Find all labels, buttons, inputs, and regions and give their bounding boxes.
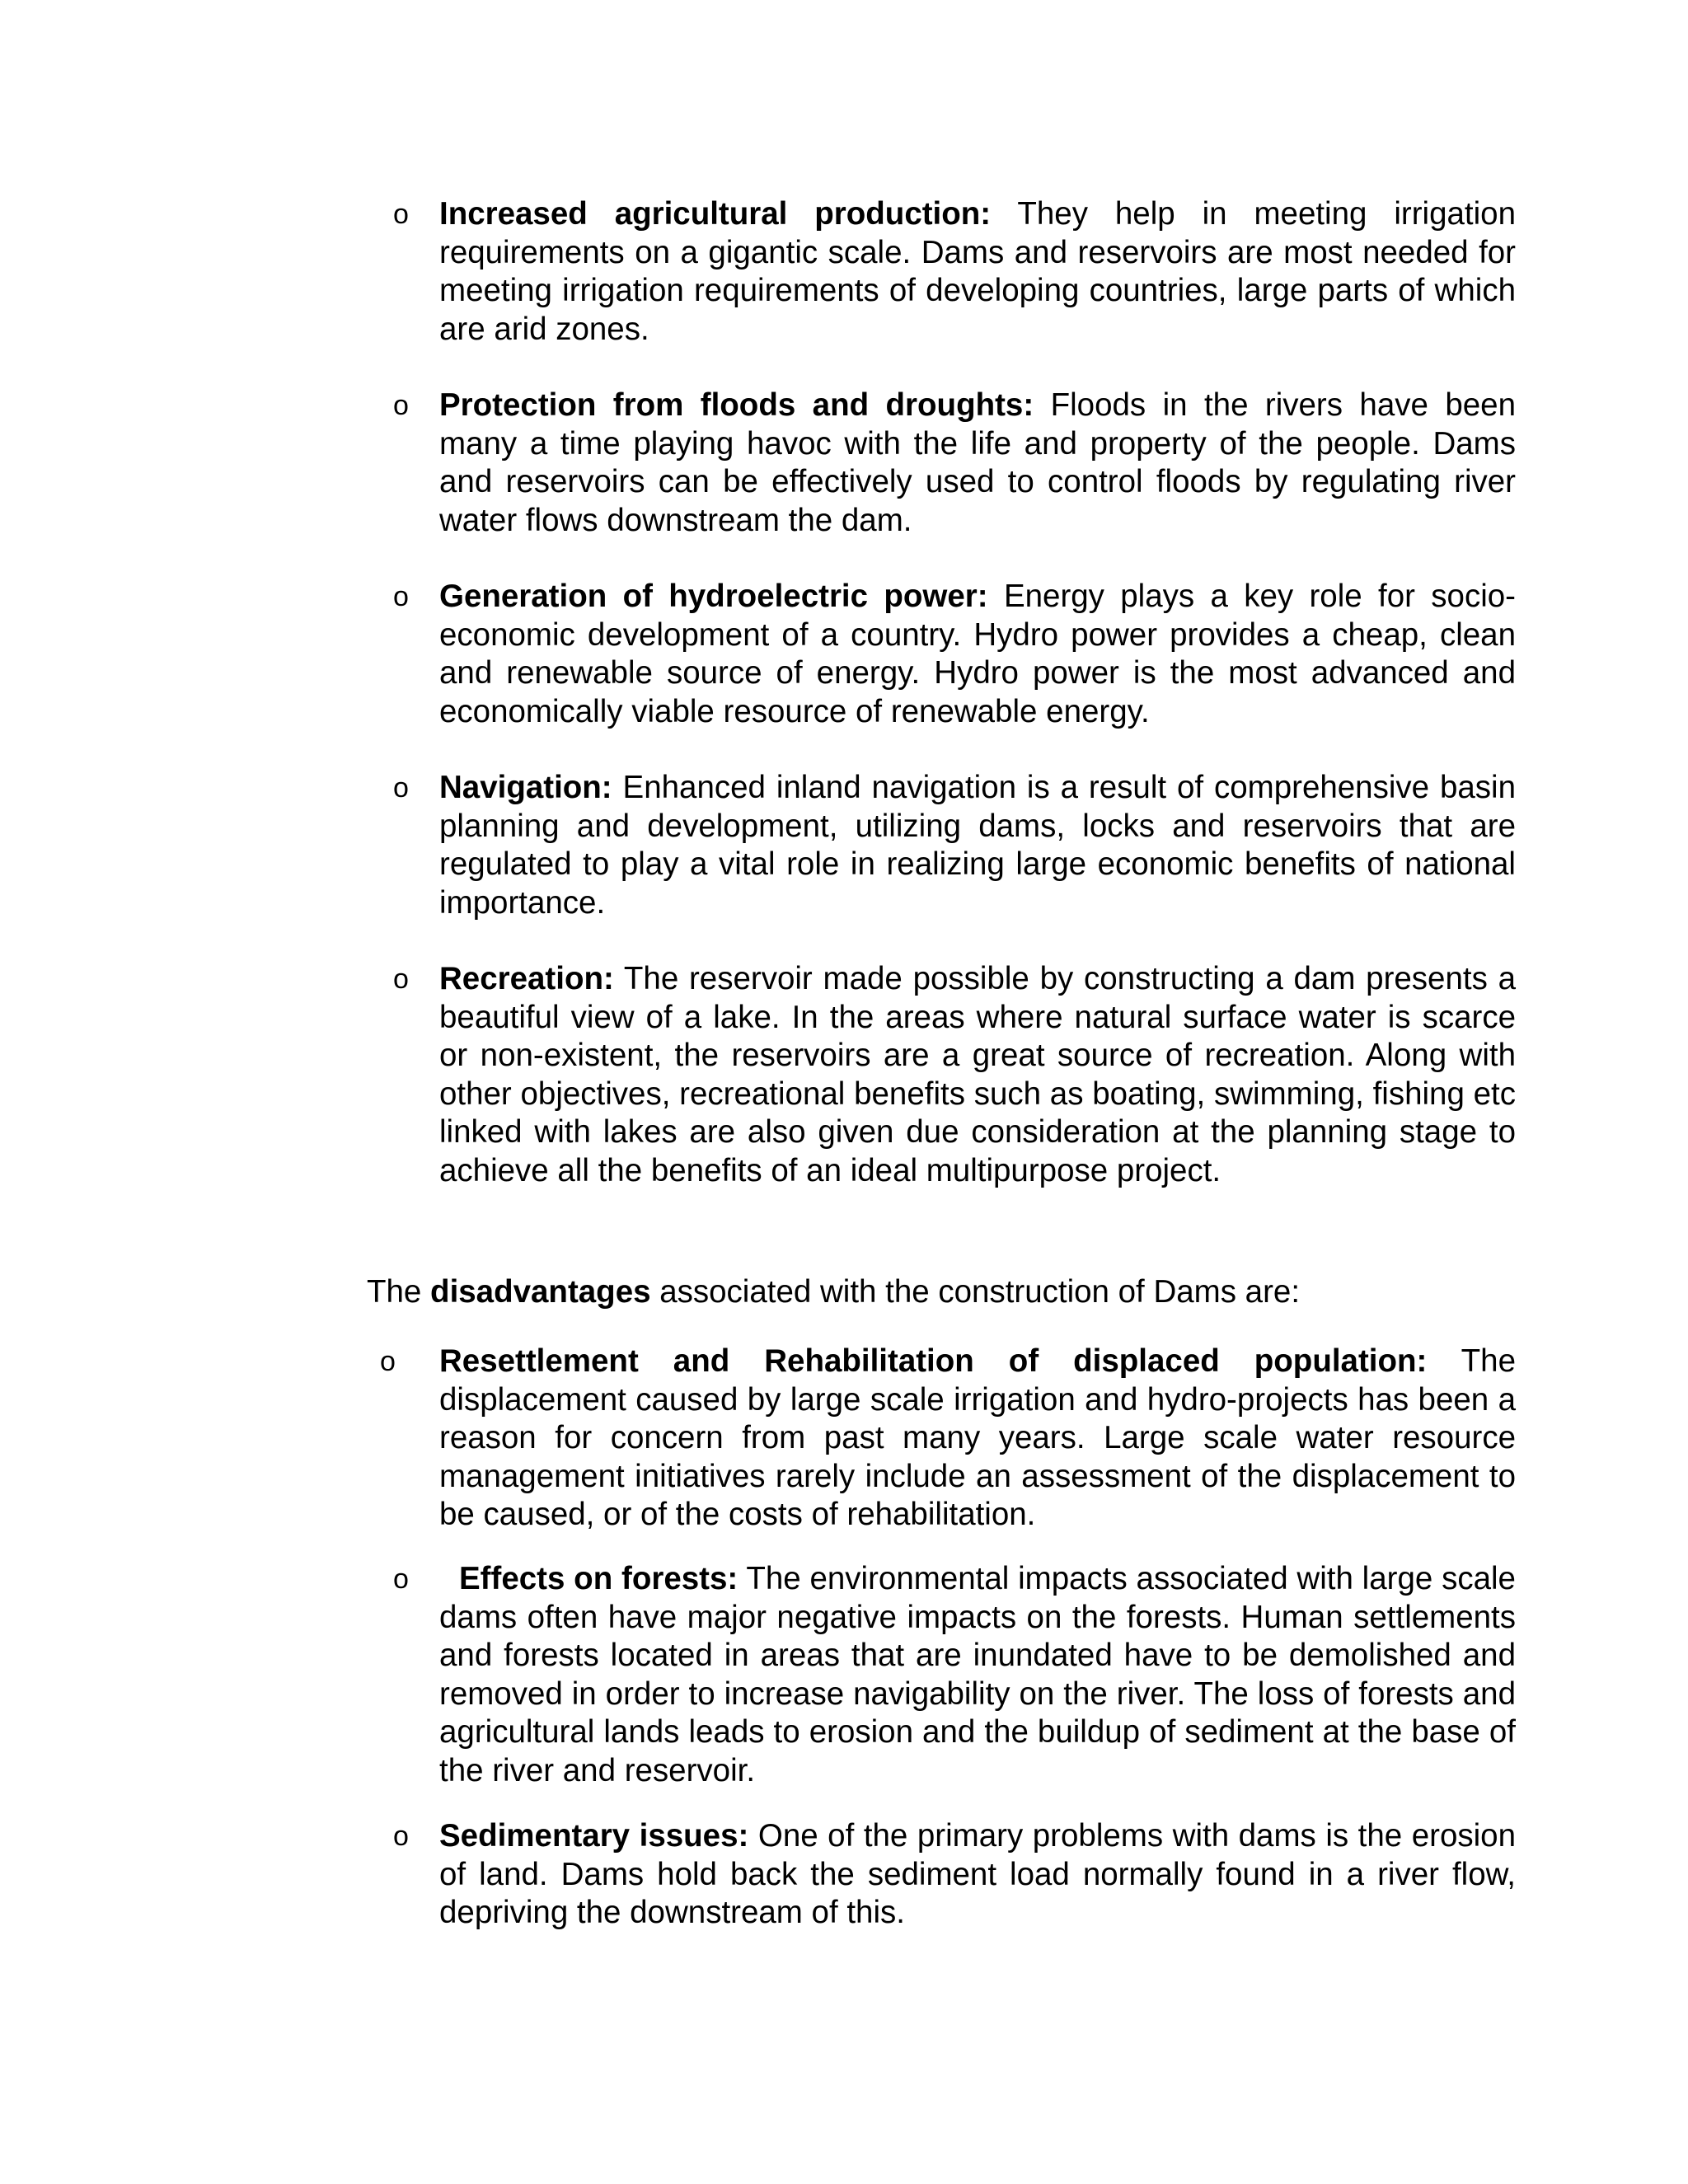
- item-title: Protection from floods and droughts:: [439, 387, 1034, 423]
- list-item-resettlement: [380, 1343, 1516, 1535]
- item-title: Increased agricultural production:: [439, 196, 992, 232]
- list-item-flood-protection: [393, 387, 1516, 540]
- list-item-sedimentary-issues: [393, 1817, 1516, 1933]
- hollow-bullet-icon: o: [393, 390, 409, 421]
- item-title: Generation of hydroelectric power:: [439, 579, 988, 614]
- hollow-bullet-icon: o: [393, 1821, 409, 1852]
- hollow-bullet-icon: o: [393, 199, 409, 230]
- item-title: Recreation:: [439, 961, 614, 996]
- item-text: They help in meeting irrigation requirements on a gigantic scale. Dams and reservoirs are most needed for meeting irrigation requirements of developing countries, large parts of which are arid zones.: [439, 196, 1516, 347]
- item-text: The reservoir made possible by constructing a dam presents a beautiful view of a lake. In the areas where natural surface water is scarce or non-existent, the reservoirs are a great source of recreation. Along with other objectives, recreational benefits such as boating, swimming, fishing etc linked with lakes are also given due consideration at the planning stage to achieve all the benefits of an ideal multipurpose project.: [439, 961, 1516, 1188]
- intro-bold: disadvantages: [430, 1274, 651, 1310]
- hollow-bullet-icon: o: [393, 963, 409, 995]
- list-item-navigation: [393, 769, 1516, 922]
- item-text: The displacement caused by large scale irrigation and hydro-projects has been a reason for concern from past many years. Large scale water resource management initiatives rarely include an assessment of the displacement to be caused, or of the costs of rehabilitation.: [439, 1343, 1516, 1532]
- disadvantages-intro: [367, 1273, 1300, 1312]
- item-title: Sedimentary issues:: [439, 1818, 749, 1854]
- hollow-bullet-icon: o: [393, 581, 409, 612]
- item-title: Resettlement and Rehabilitation of displaced population:: [439, 1343, 1428, 1379]
- hollow-bullet-icon: o: [393, 1563, 409, 1595]
- list-item-agricultural-production: [393, 195, 1516, 349]
- hollow-bullet-icon: o: [393, 772, 409, 804]
- hollow-bullet-icon: o: [380, 1346, 396, 1377]
- item-text: Enhanced inland navigation is a result of comprehensive basin planning and development, utilizing dams, locks and reservoirs that are regulated to play a vital role in realizing large economic benefits of national importance.: [439, 770, 1516, 921]
- item-title: Navigation:: [439, 770, 612, 805]
- intro-before: The: [367, 1274, 422, 1310]
- item-text: The environmental impacts associated with large scale dams often have major negative impacts on the forests. Human settlements and forests located in areas that are inundated have to be demolished and removed in order to increase navigability on the river. The loss of forests and agricultural lands leads to erosion and the buildup of sediment at the base of the river and reservoir.: [439, 1561, 1516, 1788]
- item-text: Energy plays a key role for socio-economic development of a country. Hydro power provides a cheap, clean and renewable source of energy. Hydro power is the most advanced and economically viable resource of renewable energy.: [439, 579, 1516, 729]
- item-text: One of the primary problems with dams is the erosion of land. Dams hold back the sediment load normally found in a river flow, depriving the downstream of this.: [439, 1818, 1516, 1930]
- list-item-hydroelectric-power: [393, 578, 1516, 731]
- intro-after: associated with the construction of Dams are:: [659, 1274, 1301, 1310]
- list-item-forests: [393, 1560, 1516, 1790]
- item-title: Effects on forests:: [459, 1561, 738, 1596]
- item-text: Floods in the rivers have been many a time playing havoc with the life and property of the people. Dams and reservoirs can be effectively used to control floods by regulating river water flows downstream the dam.: [439, 387, 1516, 538]
- list-item-recreation: [393, 960, 1516, 1190]
